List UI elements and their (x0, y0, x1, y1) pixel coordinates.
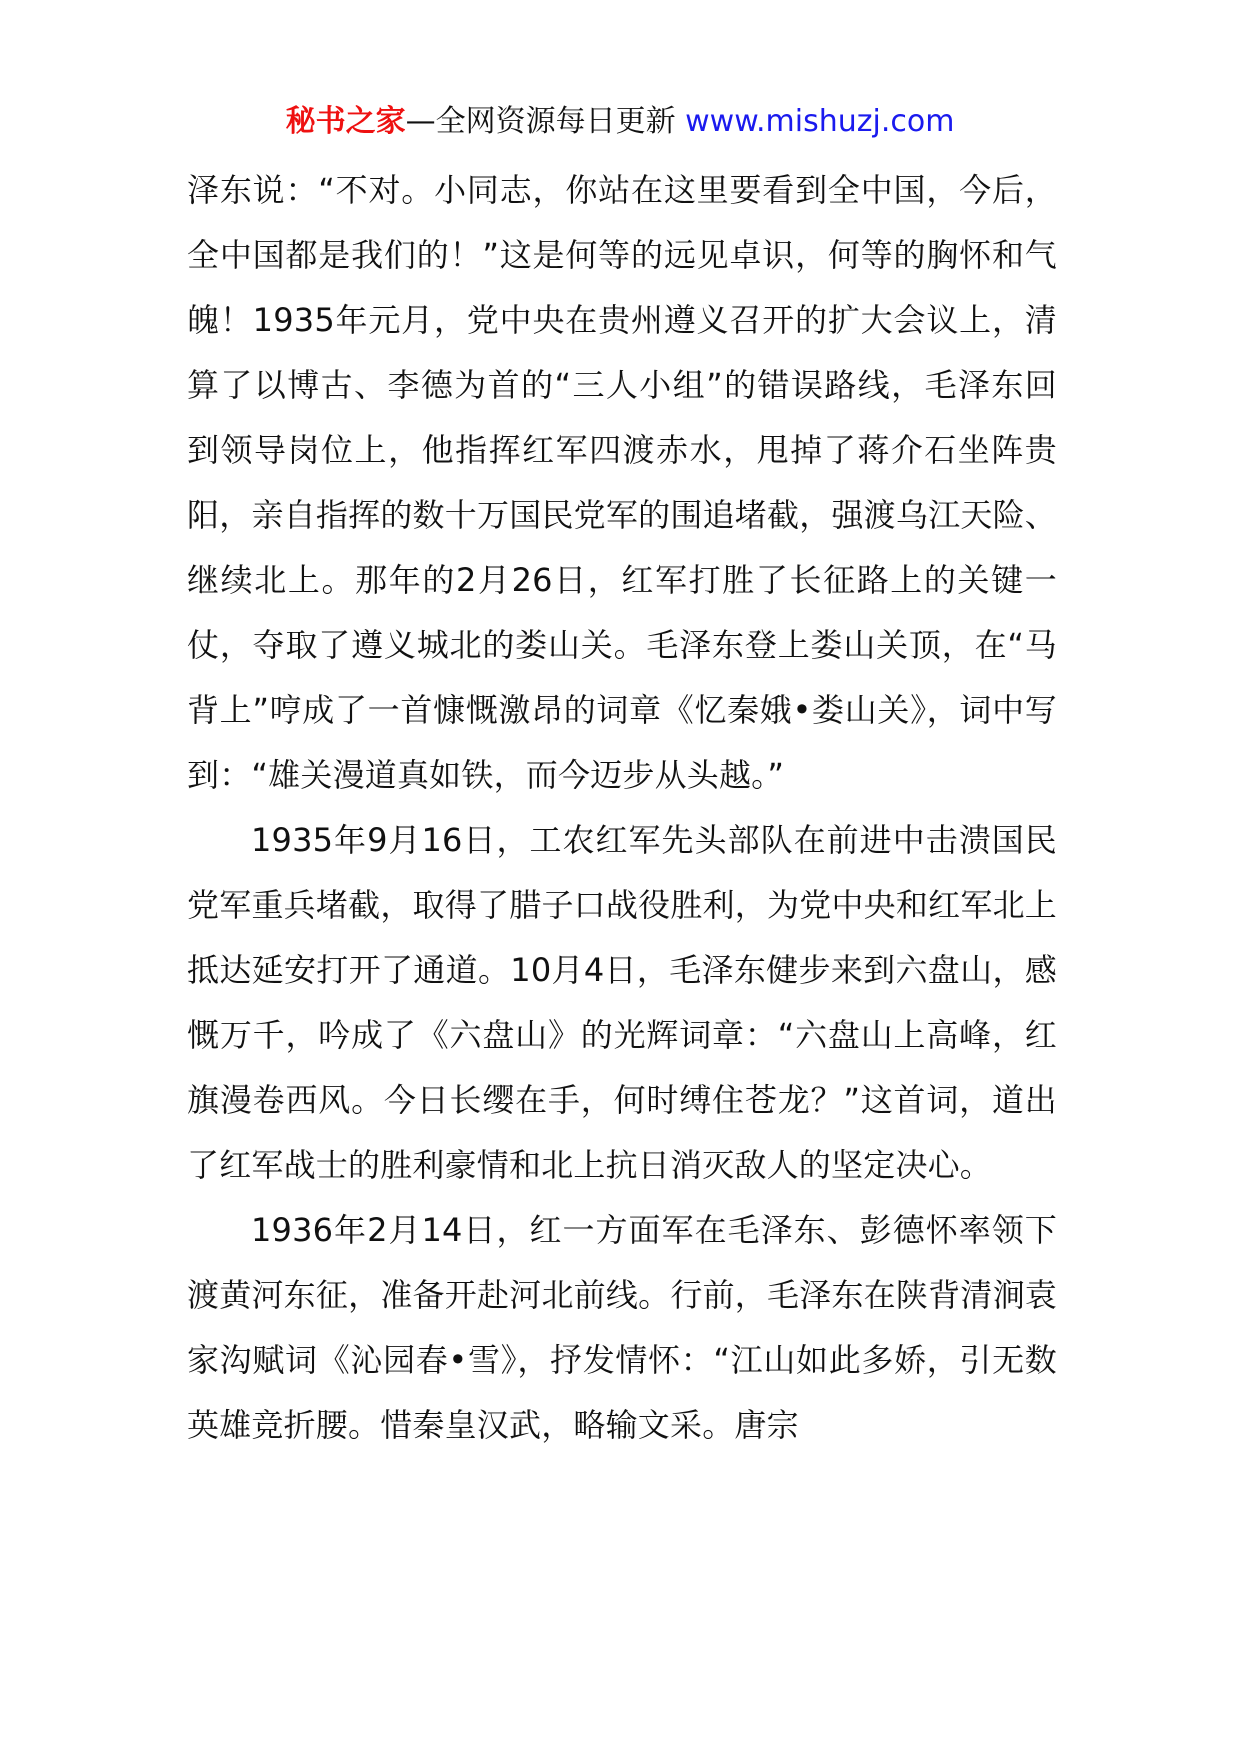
paragraph-2: 1935年9月16日，工农红军先头部队在前进中击溃国民党军重兵堵截，取得了腊子口战役胜利，为党中央和红军北上抵达延安打开了通道。10月4日，毛泽东健步来到六盘山，感慨万千，吟成了《六盘山》的光辉词章：“六盘山上高峰，红旗漫卷西风。今日长缨在手，何时缚住苍龙？”这首词，道出了红军战士的胜利豪情和北上抗日消灭敌人的坚定决心。 (187, 821, 1057, 1184)
brand-name: 秘书之家 (285, 104, 406, 139)
paragraph-1: 泽东说：“不对。小同志，你站在这里要看到全中国，今后，全中国都是我们的！”这是何等的远见卓识，何等的胸怀和气魄！1935年元月，党中央在贵州遵义召开的扩大会议上，清算了以博古、李德为首的“三人小组”的错误路线，毛泽东回到领导岗位上，他指挥红军四渡赤水，甩掉了蒋介石坐阵贵阳，亲自指挥的数十万国民党军的围追堵截，强渡乌江天险、继续北上。那年的2月26日，红军打胜了长征路上的关键一仗，夺取了遵义城北的娄山关。毛泽东登上娄山关顶，在“马背上”哼成了一首慷慨激昂的词章《忆秦娥•娄山关》，词中写到：“雄关漫道真如铁，而今迈步从头越。” (187, 171, 1057, 794)
page-header (0, 100, 1240, 144)
document-body (187, 158, 1057, 1458)
site-url-link[interactable]: www.mishuzj.com (685, 104, 955, 139)
paragraph-3: 1936年2月14日，红一方面军在毛泽东、彭德怀率领下渡黄河东征，准备开赴河北前线。行前，毛泽东在陕背清涧袁家沟赋词《沁园春•雪》，抒发情怀：“江山如此多娇，引无数英雄竞折腰。惜秦皇汉武，略输文采。唐宗 (187, 1211, 1057, 1444)
header-slogan: —全网资源每日更新 (405, 104, 676, 139)
